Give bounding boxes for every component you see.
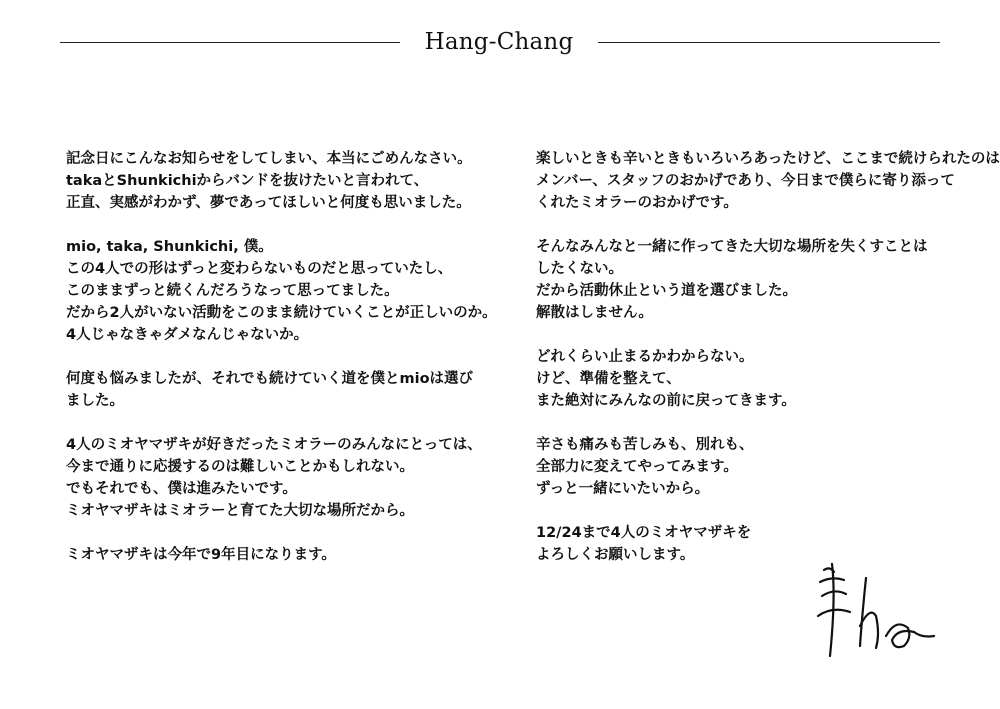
letter-line: くれたミオラーのおかげです。	[536, 195, 738, 211]
letter-line: けど、準備を整えて、	[536, 371, 681, 387]
letter-line: この4人での形はずっと変わらないものだと思っていたし、	[66, 261, 453, 277]
letter-line: ました。	[66, 393, 124, 409]
letter-line: メンバー、スタッフのおかげであり、今日まで僕らに寄り添って	[536, 173, 955, 189]
letter-line: また絶対にみんなの前に戻ってきます。	[536, 393, 796, 409]
letter-title: Hang-Chang	[424, 29, 574, 55]
letter-left-column	[66, 148, 506, 566]
letter-header	[0, 22, 1000, 62]
letter-line: 4人じゃなきゃダメなんじゃないか。	[66, 327, 309, 343]
letter-line: 全部力に変えてやってみます。	[536, 459, 738, 475]
letter-line: 辛さも痛みも苦しみも、別れも、	[536, 437, 754, 453]
paragraph-gap	[536, 500, 956, 522]
paragraph-gap	[66, 214, 506, 236]
header-rule-right	[598, 42, 940, 43]
letter-line: 正直、実感がわかず、夢であってほしいと何度も思いました。	[66, 195, 471, 211]
letter-line: 解散はしません。	[536, 305, 653, 321]
letter-line: だから2人がいない活動をこのまま続けていくことが正しいのか。	[66, 305, 497, 321]
paragraph-gap	[536, 324, 956, 346]
letter-line: 今まで通りに応援するのは難しいことかもしれない。	[66, 459, 414, 475]
paragraph-gap	[66, 412, 506, 434]
letter-line: でもそれでも、僕は進みたいです。	[66, 481, 297, 497]
letter-line: takaとShunkichiからバンドを抜けたいと言われて、	[66, 173, 429, 189]
letter-line: 楽しいときも辛いときもいろいろあったけど、ここまで続けられたのは	[536, 151, 1000, 167]
letter-line: ミオヤマザキはミオラーと育てた大切な場所だから。	[66, 503, 414, 519]
letter-line: mio, taka, Shunkichi, 僕。	[66, 239, 273, 255]
letter-line: 記念日にこんなお知らせをしてしまい、本当にごめんなさい。	[66, 151, 472, 167]
letter-line: どれくらい止まるかわからない。	[536, 349, 754, 365]
letter-line: 何度も悩みましたが、それでも続けていく道を僕とmioは選び	[66, 371, 474, 387]
paragraph-gap	[66, 346, 506, 368]
letter-line: ずっと一緒にいたいから。	[536, 481, 710, 497]
paragraph-gap	[66, 522, 506, 544]
letter-line: だから活動休止という道を選びました。	[536, 283, 797, 299]
letter-line: 12/24まで4人のミオヤマザキを	[536, 525, 752, 541]
handwritten-signature	[810, 556, 940, 660]
letter-right-column	[536, 148, 1000, 566]
letter-line: よろしくお願いします。	[536, 547, 695, 563]
letter-line: そんなみんなと一緒に作ってきた大切な場所を失くすことは	[536, 239, 928, 255]
letter-line: 4人のミオヤマザキが好きだったミオラーのみんなにとっては、	[66, 437, 482, 453]
letter-line: ミオヤマザキは今年で9年目になります。	[66, 547, 336, 563]
paragraph-gap	[536, 412, 956, 434]
paragraph-gap	[536, 214, 956, 236]
letter-line: したくない。	[536, 261, 623, 277]
header-rule-left	[60, 42, 400, 43]
letter-line: このままずっと続くんだろうなって思ってました。	[66, 283, 399, 299]
